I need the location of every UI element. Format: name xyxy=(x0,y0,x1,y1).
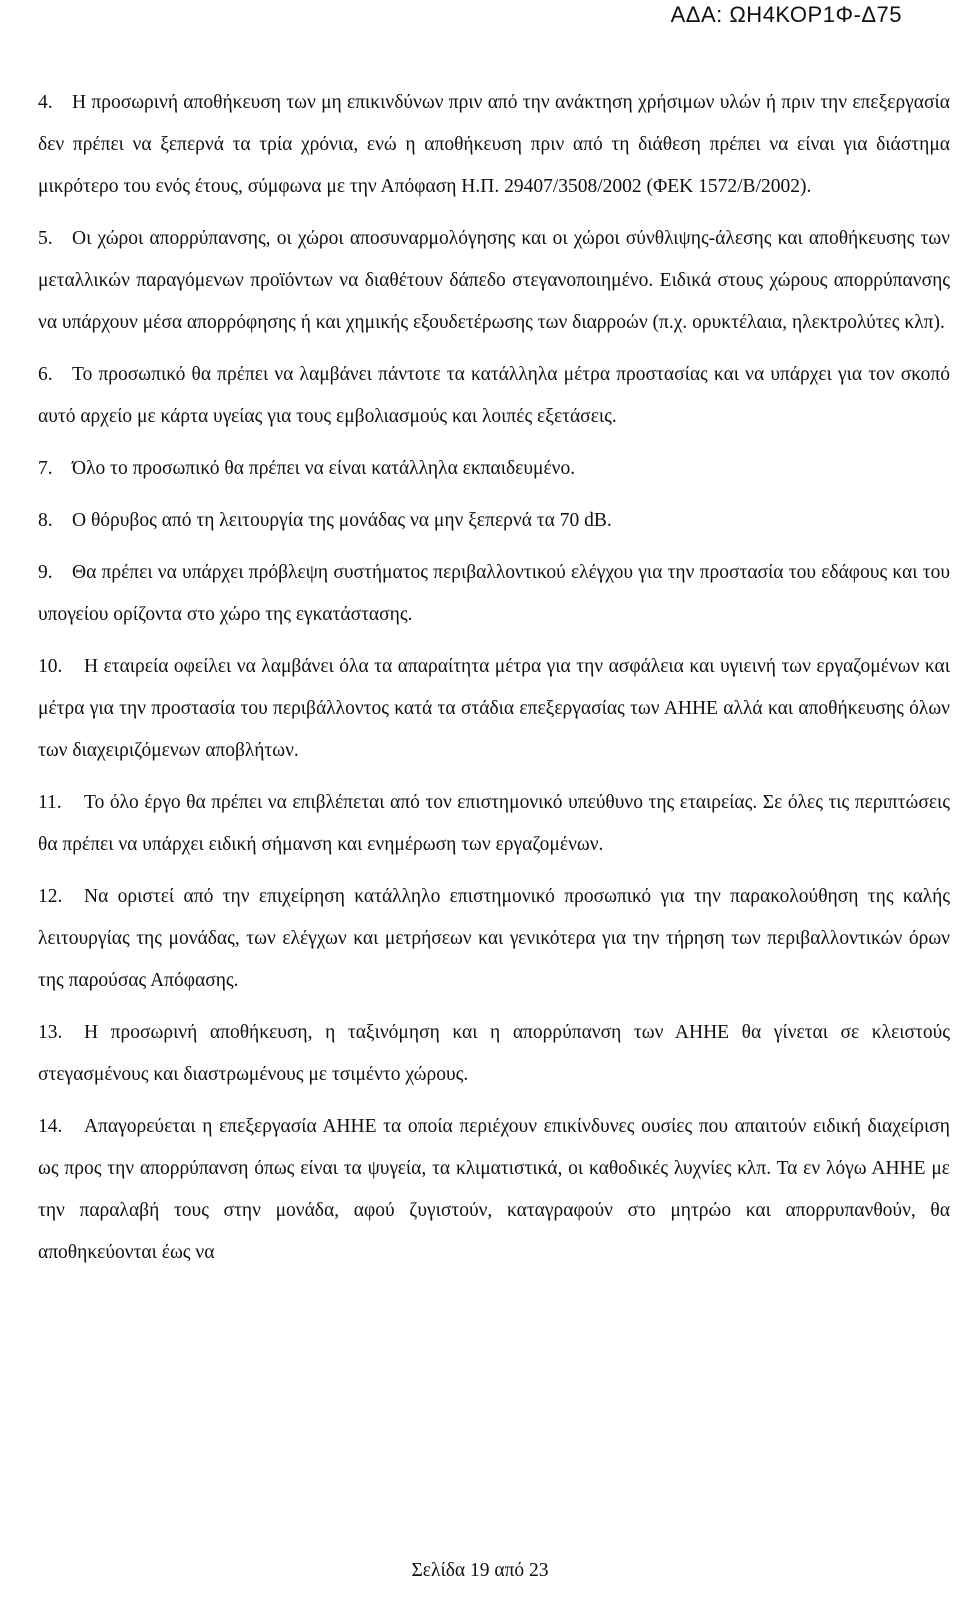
item-text: Απαγορεύεται η επεξεργασία ΑΗΗΕ τα οποία περιέχουν επικίνδυνες ουσίες που απαιτούν ειδική διαχείριση ως προς την απορρύπανση όπως είναι τα ψυγεία, τα κλιματιστικά, οι καθοδικές λυχνίες κλπ. Τα εν λόγω ΑΗΗΕ με την παραλαβή τους στην μονάδα, αφού ζυγιστούν, καταγραφούν στο μητρώο και απορρυπανθούν, θα αποθηκεύονται έως να xyxy=(38,1116,950,1263)
item-number: 13. xyxy=(38,1022,63,1043)
list-item-8 xyxy=(38,500,950,542)
list-item-7 xyxy=(38,448,950,490)
item-number: 5. xyxy=(38,228,53,249)
item-text: Ο θόρυβος από τη λειτουργία της μονάδας να μην ξεπερνά τα 70 dB. xyxy=(72,510,612,531)
list-item-5 xyxy=(38,218,950,344)
list-item-14 xyxy=(38,1106,950,1274)
list-item-11 xyxy=(38,782,950,866)
item-text: Η εταιρεία οφείλει να λαμβάνει όλα τα απαραίτητα μέτρα για την ασφάλεια και υγιεινή των εργαζομένων και μέτρα για την προστασία του περιβάλλοντος κατά τα στάδια επεξεργασίας των ΑΗΗΕ αλλά και αποθήκευσης όλων των διαχειριζόμενων αποβλήτων. xyxy=(38,656,950,761)
item-number: 7. xyxy=(38,458,53,479)
item-number: 6. xyxy=(38,364,53,385)
item-text: Θα πρέπει να υπάρχει πρόβλεψη συστήματος περιβαλλοντικού ελέγχου για την προστασία του εδάφους και του υπογείου ορίζοντα στο χώρο της εγκατάστασης. xyxy=(38,562,950,625)
item-number: 4. xyxy=(38,92,53,113)
list-item-6 xyxy=(38,354,950,438)
item-text: Το όλο έργο θα πρέπει να επιβλέπεται από τον επιστημονικό υπεύθυνο της εταιρείας. Σε όλες τις περιπτώσεις θα πρέπει να υπάρχει ειδική σήμανση και ενημέρωση των εργαζομένων. xyxy=(38,792,950,855)
item-number: 10. xyxy=(38,656,63,677)
ada-code-header: ΑΔΑ: ΩΗ4ΚΟΡ1Φ-Δ75 xyxy=(670,2,902,27)
list-item-10 xyxy=(38,646,950,772)
item-text: Η προσωρινή αποθήκευση, η ταξινόμηση και η απορρύπανση των ΑΗΗΕ θα γίνεται σε κλειστούς στεγασμένους και διαστρωμένους με τσιμέντο χώρους. xyxy=(38,1022,950,1085)
document-body xyxy=(38,82,950,1284)
item-text: Όλο το προσωπικό θα πρέπει να είναι κατάλληλα εκπαιδευμένο. xyxy=(72,458,576,479)
item-text: Να οριστεί από την επιχείρηση κατάλληλο επιστημονικό προσωπικό για την παρακολούθηση της καλής λειτουργίας της μονάδας, των ελέγχων και μετρήσεων και γενικότερα για την τήρηση των περιβαλλοντικών όρων της παρούσας Απόφασης. xyxy=(38,886,950,991)
list-item-9 xyxy=(38,552,950,636)
item-text: Οι χώροι απορρύπανσης, οι χώροι αποσυναρμολόγησης και οι χώροι σύνθλιψης-άλεσης και αποθήκευσης των μεταλλικών παραγόμενων προϊόντων να διαθέτουν δάπεδο στεγανοποιημένο. Ειδικά στους χώρους απορρύπανσης να υπάρχουν μέσα απορρόφησης ή και χημικής εξουδετέρωσης των διαρροών (π.χ. ορυκτέλαια, ηλεκτρολύτες κλπ). xyxy=(38,228,950,333)
page-footer: Σελίδα 19 από 23 xyxy=(411,1560,549,1581)
item-number: 14. xyxy=(38,1116,63,1137)
item-number: 12. xyxy=(38,886,63,907)
list-item-4 xyxy=(38,82,950,208)
item-text: Η προσωρινή αποθήκευση των μη επικινδύνων πριν από την ανάκτηση χρήσιμων υλών ή πριν την επεξεργασία δεν πρέπει να ξεπερνά τα τρία χρόνια, ενώ η αποθήκευση πριν από τη διάθεση πρέπει να είναι για διάστημα μικρότερο του ενός έτους, σύμφωνα με την Απόφαση Η.Π. 29407/3508/2002 (ΦΕΚ 1572/Β/2002). xyxy=(38,92,950,197)
item-text: Το προσωπικό θα πρέπει να λαμβάνει πάντοτε τα κατάλληλα μέτρα προστασίας και να υπάρχει για τον σκοπό αυτό αρχείο με κάρτα υγείας για τους εμβολιασμούς και λοιπές εξετάσεις. xyxy=(38,364,950,427)
list-item-12 xyxy=(38,876,950,1002)
item-number: 11. xyxy=(38,792,62,813)
item-number: 8. xyxy=(38,510,53,531)
item-number: 9. xyxy=(38,562,53,583)
list-item-13 xyxy=(38,1012,950,1096)
